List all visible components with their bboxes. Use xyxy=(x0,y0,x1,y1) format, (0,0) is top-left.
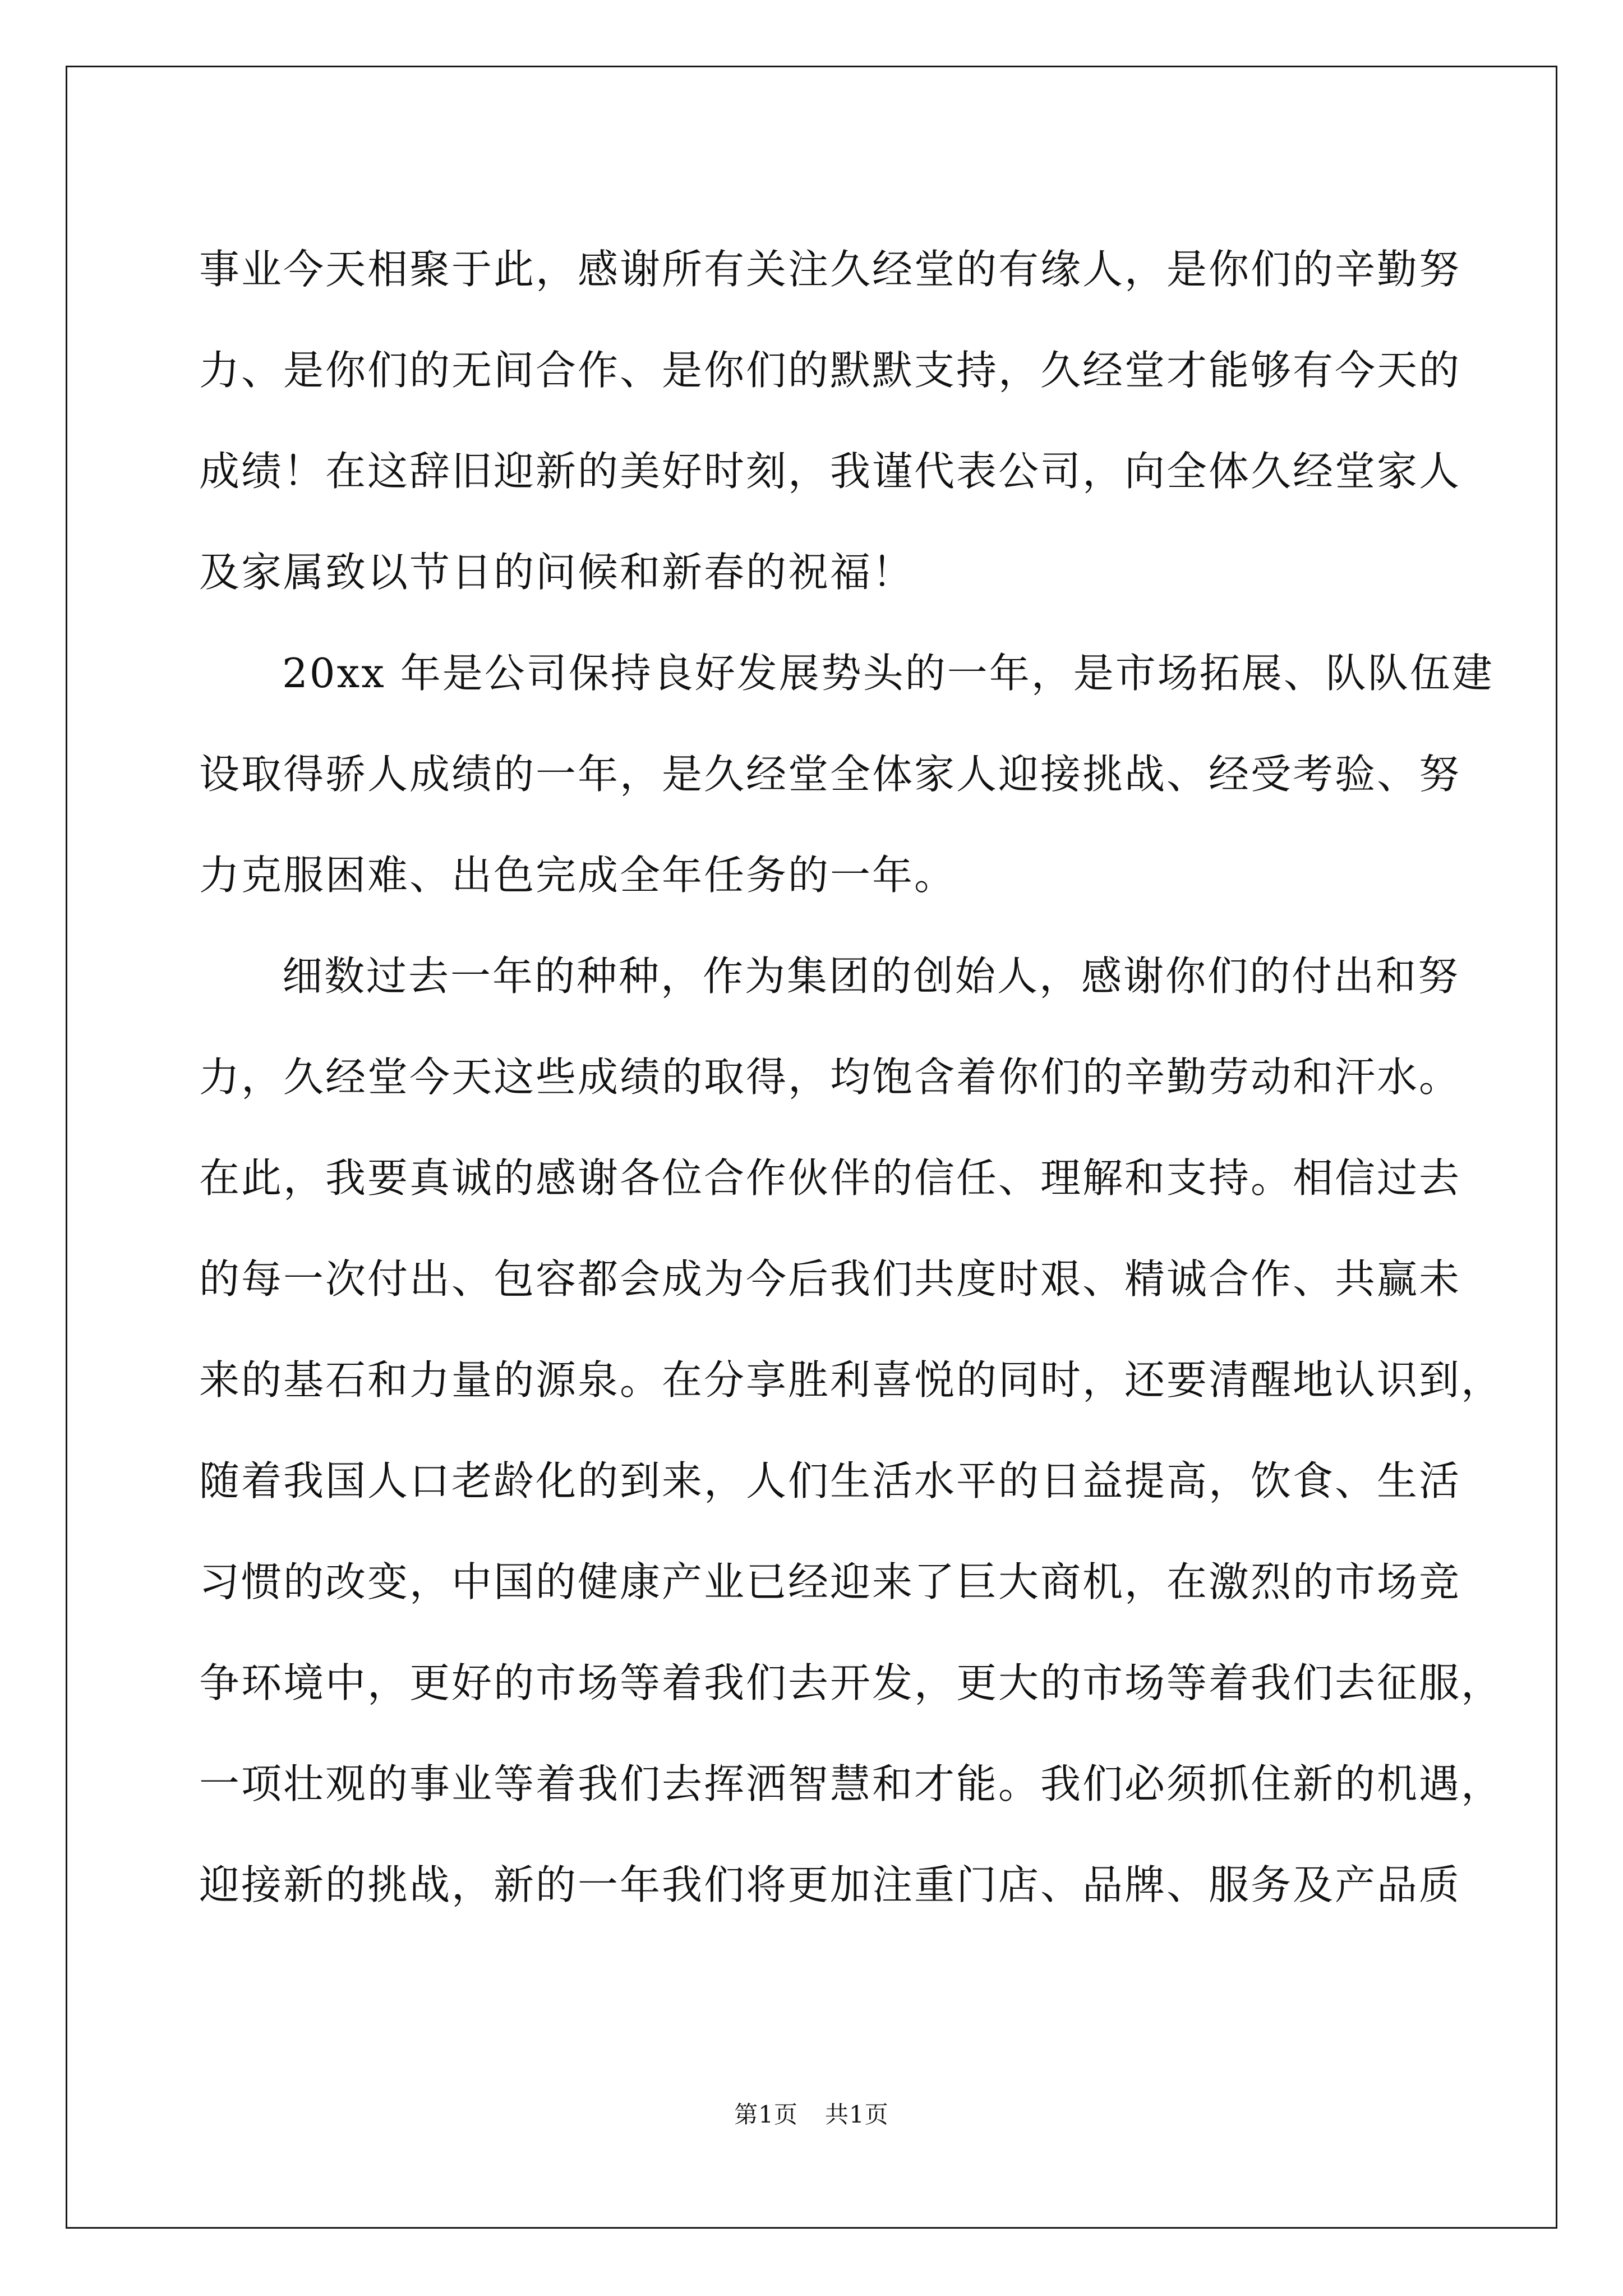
text-line: 随着我国人口老龄化的到来，人们生活水平的日益提高，饮食、生活 xyxy=(199,1457,1461,1504)
text-line: 及家属致以节日的问候和新春的祝福！ xyxy=(199,549,915,596)
text-line: 力、是你们的无间合作、是你们的默默支持，久经堂才能够有今天的 xyxy=(199,347,1461,394)
text-line: 在此，我要真诚的感谢各位合作伙伴的信任、理解和支持。相信过去 xyxy=(199,1154,1461,1202)
text-line: 习惯的改变，中国的健康产业已经迎来了巨大商机，在激烈的市场竞 xyxy=(199,1558,1461,1605)
text-line: 设取得骄人成绩的一年，是久经堂全体家人迎接挑战、经受考验、努 xyxy=(199,751,1461,798)
document-body xyxy=(199,219,1504,1935)
text-line: 事业今天相聚于此，感谢所有关注久经堂的有缘人，是你们的辛勤努 xyxy=(199,246,1461,293)
text-line: 一项壮观的事业等着我们去挥洒智慧和才能。我们必须抓住新的机遇， xyxy=(199,1760,1504,1807)
page-number: 第1页 xyxy=(734,2101,798,2128)
text-line: 迎接新的挑战，新的一年我们将更加注重门店、品牌、服务及产品质 xyxy=(199,1861,1461,1908)
page-footer xyxy=(0,2098,1623,2132)
text-line: 力，久经堂今天这些成绩的取得，均饱含着你们的辛勤劳动和汗水。 xyxy=(199,1053,1461,1101)
text-line: 力克服困难、出色完成全年任务的一年。 xyxy=(199,852,957,899)
text-line: 来的基石和力量的源泉。在分享胜利喜悦的同时，还要清醒地认识到， xyxy=(199,1356,1504,1404)
text-line: 的每一次付出、包容都会成为今后我们共度时艰、精诚合作、共赢未 xyxy=(199,1255,1461,1303)
text-line: 成绩！在这辞旧迎新的美好时刻，我谨代表公司，向全体久经堂家人 xyxy=(199,448,1461,495)
text-line: 争环境中，更好的市场等着我们去开发，更大的市场等着我们去征服， xyxy=(199,1659,1504,1706)
page-total: 共1页 xyxy=(825,2101,889,2128)
text-line: 20xx 年是公司保持良好发展势头的一年，是市场拓展、队队伍建 xyxy=(282,650,1494,697)
text-line: 细数过去一年的种种，作为集团的创始人，感谢你们的付出和努 xyxy=(282,953,1460,1000)
